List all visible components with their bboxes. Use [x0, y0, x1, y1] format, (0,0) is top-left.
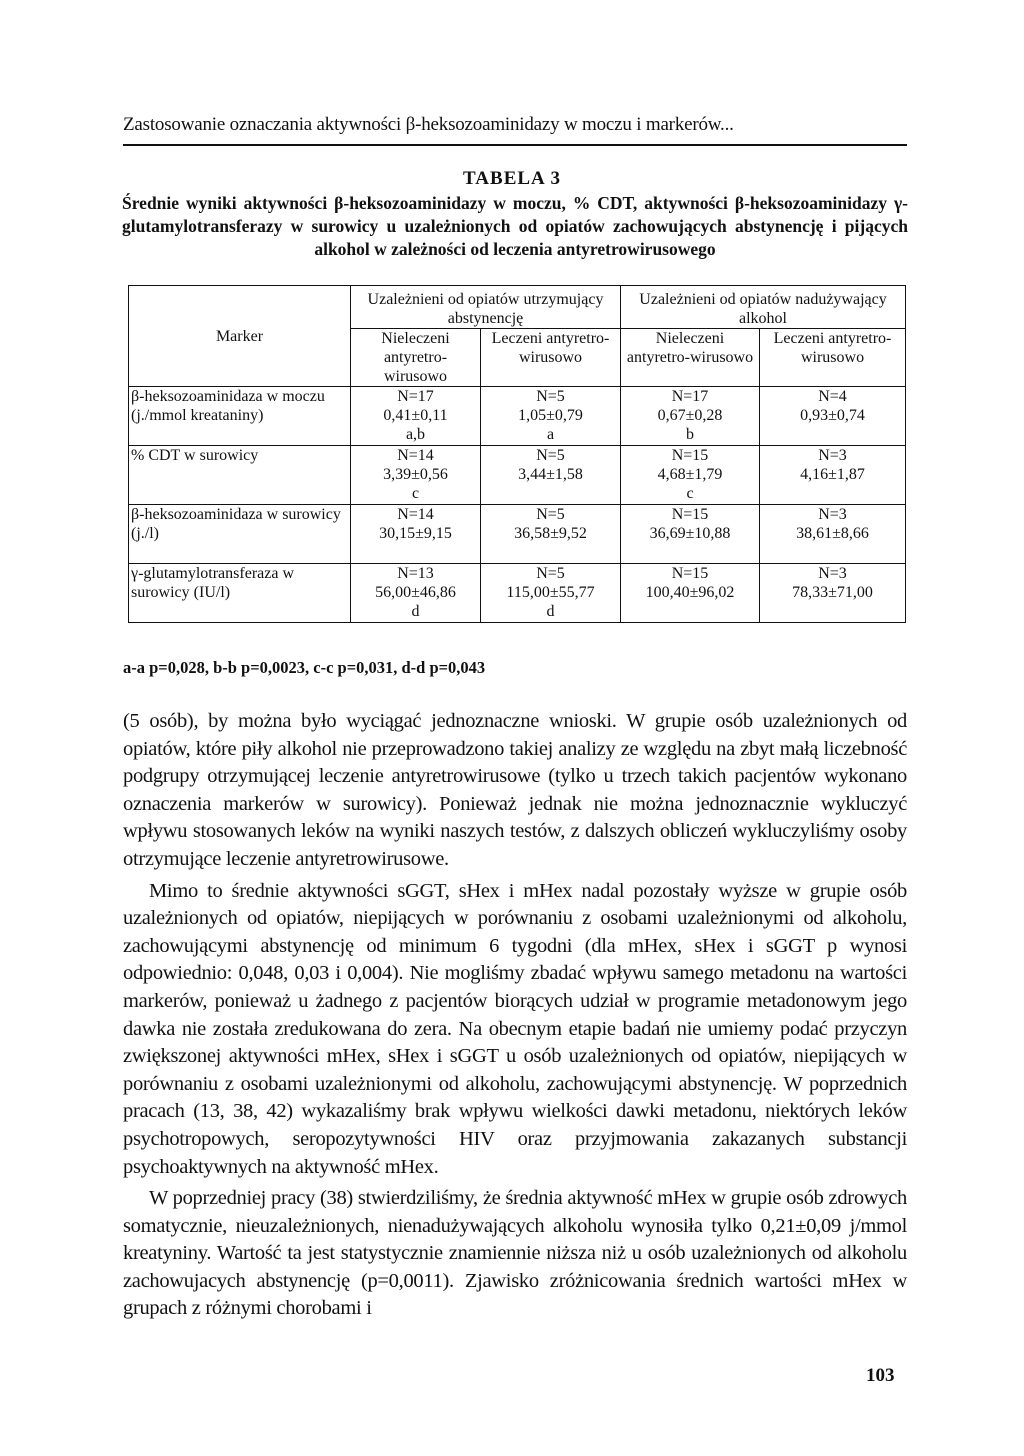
mean-value: 100,40±96,02 — [645, 584, 735, 601]
value-cell — [481, 446, 621, 505]
value-cell — [621, 387, 760, 446]
mean-value: 1,05±0,79 — [518, 407, 583, 424]
marker-cell: β-heksozoaminidaza w moczu (j./mmol kreataniny) — [129, 387, 351, 446]
significance-mark — [764, 602, 901, 621]
significance-mark: d — [546, 603, 555, 620]
subheader-treated-2: Leczeni antyretro-wirusowo — [760, 329, 906, 387]
significance-mark: c — [411, 485, 420, 502]
group-header-abstinent: Uzależnieni od opiatów utrzymujący abstynencję — [351, 286, 621, 329]
value-cell — [351, 564, 481, 623]
significance-mark — [485, 484, 616, 503]
sample-size: N=15 — [671, 506, 709, 523]
value-cell — [760, 564, 906, 623]
mean-value: 3,44±1,58 — [518, 466, 583, 483]
value-cell — [621, 505, 760, 564]
sample-size: N=17 — [397, 388, 434, 405]
paragraph-2: Mimo to średnie aktywności sGGT, sHex i mHex nadal pozostały wyższe w grupie osób uzależnionych od opiatów, niepijących w porównaniu z osobami uzależnionymi od alkoholu, zachowującymi abstynencję od minimum 6 tygodni (dla mHex, sHex i sGGT p wynosi odpowiednio: 0,048, 0,03 i 0,004). Nie mogliśmy zbadać wpływu samego metadonu na wartości markerów, ponieważ u żadnego z pacjentów biorących udział w programie metadonowym jego dawka nie została zredukowana do zera. Na obecnym etapie badań nie umiemy podać przyczyn zwiększonej aktywności mHex, sHex i sGGT u osób uzależnionych od opiatów, niepijących w porównaniu z osobami uzależnionymi od alkoholu, zachowującymi abstynencję. W poprzednich pracach (13, 38, 42) wykazaliśmy brak wpływu wielkości dawki metadonu, niektórych leków psychotropowych, seropozytywności HIV oraz przyjmowania zakazanych substancji psychoaktywnych na aktywność mHex. — [123, 879, 907, 1178]
mean-value: 4,68±1,79 — [657, 466, 723, 483]
sample-size: N=5 — [536, 506, 565, 523]
subheader-untreated-1: Nieleczeni antyretro-wirusowo — [351, 329, 481, 387]
significance-mark: a,b — [405, 426, 426, 443]
significance-mark — [625, 602, 755, 621]
body-text — [123, 708, 907, 1323]
significance-mark — [485, 543, 616, 562]
sample-size: N=15 — [671, 565, 709, 582]
mean-value: 0,93±0,74 — [800, 407, 865, 424]
mean-value: 56,00±46,86 — [375, 584, 456, 601]
value-cell — [481, 387, 621, 446]
marker-cell: β-heksozoaminidaza w surowicy (j./l) — [129, 505, 351, 564]
value-cell — [760, 446, 906, 505]
value-cell — [621, 446, 760, 505]
sample-size: N=3 — [818, 506, 847, 523]
paragraph-3: W poprzedniej pracy (38) stwierdziliśmy, że średnia aktywność mHex w grupie osób zdrowych somatycznie, nieuzależnionych, nienadużywających alkoholu wynosiła tylko 0,21±0,09 j/mmol kreatyniny. Wartość ta jest statystycznie znamiennie niższa niż u osób uzależnionych od alkoholu zachowujacych abstynencję (p=0,0011). Zjawisko zróżnicowania średnich wartości mHex w grupach z różnymi chorobami i — [123, 1187, 907, 1320]
mean-value: 30,15±9,15 — [379, 525, 452, 542]
significance-mark — [764, 543, 901, 562]
table-row — [129, 564, 906, 623]
sample-size: N=13 — [397, 565, 434, 582]
value-cell — [481, 564, 621, 623]
table-caption: Średnie wyniki aktywności β-heksozoaminidazy w moczu, % CDT, aktywności β-heksozoaminidazy γ-glutamylotransferazy w surowicy u uzależnionych od opiatów zachowujących abstynencję i pijących alkohol w zależności od leczenia antyretrowirusowego — [122, 193, 908, 259]
mean-value: 115,00±55,77 — [506, 584, 595, 601]
value-cell — [351, 446, 481, 505]
significance-mark — [764, 425, 901, 444]
mean-value: 38,61±8,66 — [796, 525, 869, 542]
header-rule — [123, 144, 907, 146]
value-cell — [481, 505, 621, 564]
running-header: Zastosowanie oznaczania aktywności β-heksozoaminidazy w moczu i markerów... — [123, 114, 734, 135]
page-number: 103 — [866, 1365, 895, 1386]
sample-size: N=5 — [536, 388, 565, 405]
marker-header: Marker — [129, 286, 351, 387]
significance-mark — [355, 543, 476, 562]
sample-size: N=17 — [671, 388, 709, 405]
sample-size: N=4 — [818, 388, 847, 405]
value-cell — [760, 505, 906, 564]
table-row — [129, 505, 906, 564]
data-table — [128, 285, 906, 623]
paragraph-1: (5 osób), by można było wyciągać jednoznaczne wnioski. W grupie osób uzależnionych od opiatów, które piły alkohol nie przeprowadzono takiej analizy ze względu na zbyt małą liczebność podgrupy otrzymującej leczenie antyretrowirusowe (tylko u trzech takich pacjentów wykonano oznaczenia markerów w surowicy). Ponieważ jednak nie można jednoznacznie wykluczyć wpływu stosowanych leków na wyniki naszych testów, z dalszych obliczeń wykluczyliśmy osoby otrzymujące leczenie antyretrowirusowe. — [123, 710, 907, 870]
sample-size: N=5 — [536, 565, 565, 582]
mean-value: 3,39±0,56 — [383, 466, 448, 483]
table-body — [129, 387, 906, 623]
mean-value: 4,16±1,87 — [800, 466, 865, 483]
value-cell — [760, 387, 906, 446]
sample-size: N=14 — [397, 506, 434, 523]
sample-size: N=15 — [671, 447, 709, 464]
mean-value: 0,67±0,28 — [657, 407, 723, 424]
table-header-row-1 — [129, 286, 906, 329]
table-row — [129, 446, 906, 505]
marker-cell: γ-glutamylotransferaza w surowicy (IU/l) — [129, 564, 351, 623]
table-label: TABELA 3 — [463, 168, 561, 189]
subheader-untreated-2: Nieleczeni antyretro-wirusowo — [621, 329, 760, 387]
sample-size: N=14 — [397, 447, 434, 464]
significance-mark: c — [686, 485, 694, 502]
value-cell — [621, 564, 760, 623]
value-cell — [351, 505, 481, 564]
sample-size: N=3 — [818, 565, 847, 582]
value-cell — [351, 387, 481, 446]
subheader-treated-1: Leczeni antyretro-wirusowo — [481, 329, 621, 387]
significance-mark — [625, 543, 755, 562]
sample-size: N=5 — [536, 447, 565, 464]
sample-size: N=3 — [818, 447, 847, 464]
significance-mark — [764, 484, 901, 503]
mean-value: 36,58±9,52 — [514, 525, 587, 542]
significance-mark: a — [546, 426, 555, 443]
table-row — [129, 387, 906, 446]
group-header-alcohol: Uzależnieni od opiatów nadużywający alkohol — [621, 286, 906, 329]
significance-mark: d — [411, 603, 420, 620]
marker-cell: % CDT w surowicy — [129, 446, 351, 505]
significance-mark: b — [686, 426, 694, 443]
table-footnote: a-a p=0,028, b-b p=0,0023, c-c p=0,031, d-d p=0,043 — [123, 658, 486, 677]
mean-value: 78,33±71,00 — [792, 584, 873, 601]
mean-value: 36,69±10,88 — [649, 525, 731, 542]
mean-value: 0,41±0,11 — [383, 407, 448, 424]
